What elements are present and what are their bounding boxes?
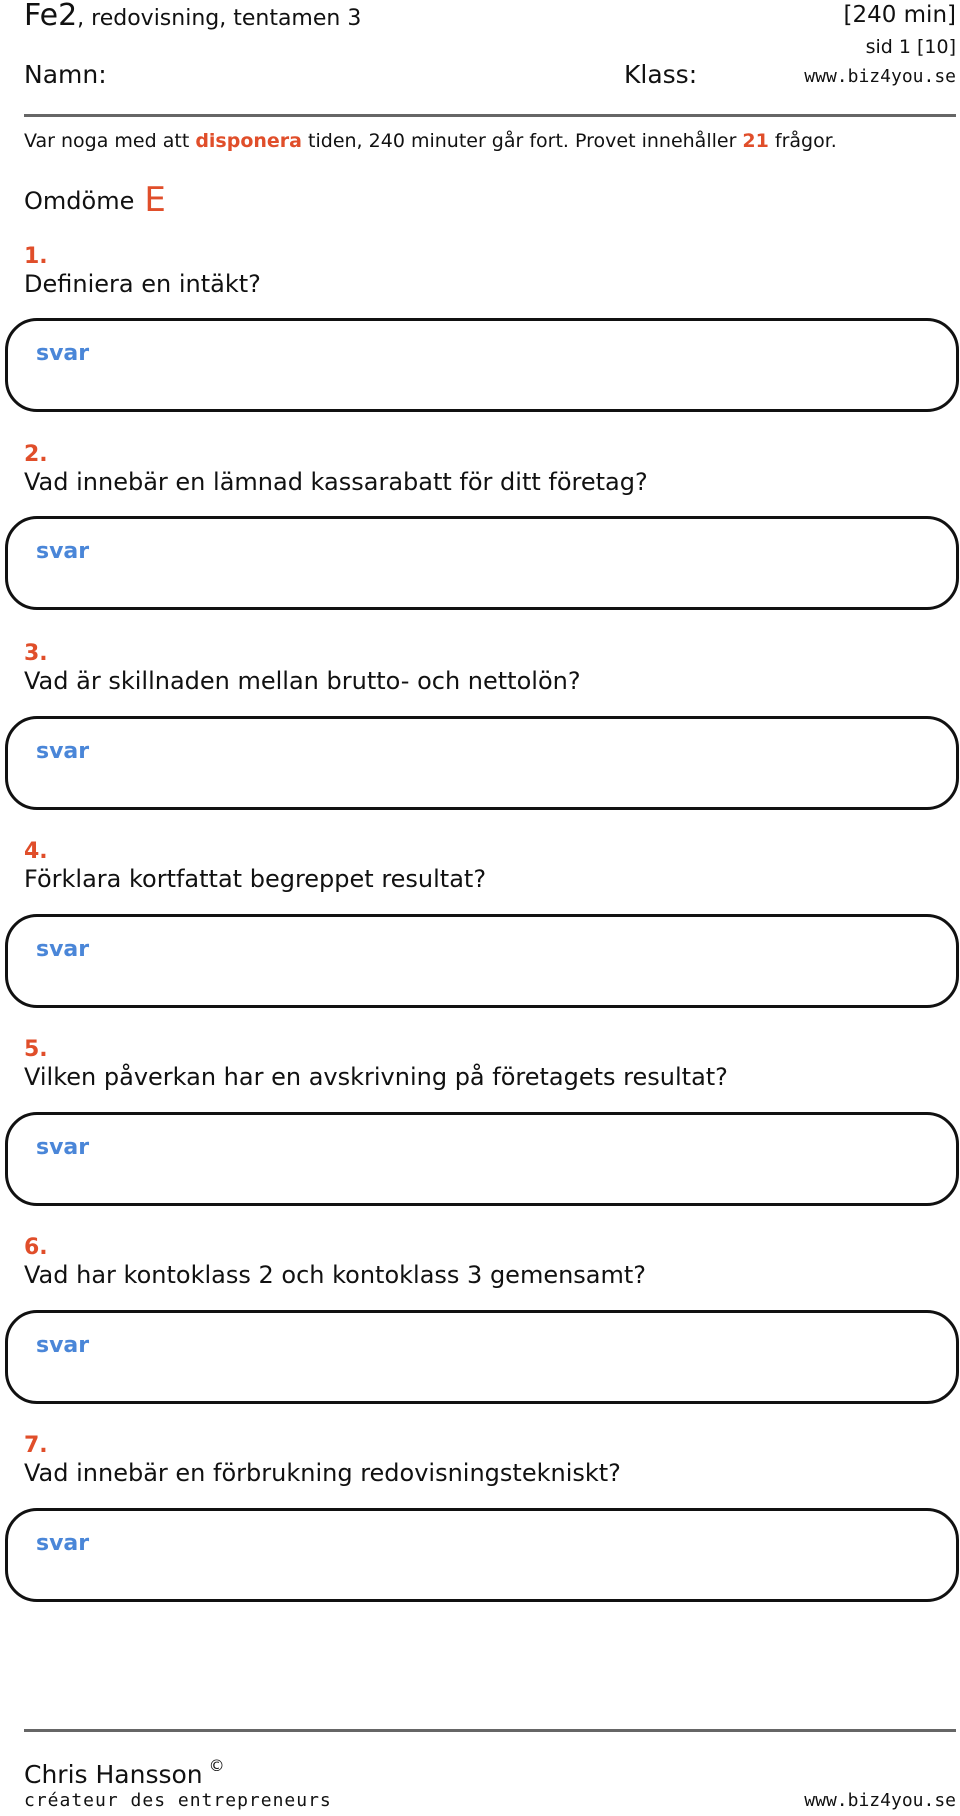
- title-rest: , redovisning, tentamen 3: [77, 6, 362, 31]
- question-3-number: 3.: [24, 641, 48, 666]
- class-label: Klass:: [624, 60, 698, 89]
- duration-label: [240 min]: [843, 2, 956, 28]
- answer-label: svar: [36, 739, 90, 764]
- question-1-number: 1.: [24, 244, 48, 269]
- question-7-number: 7.: [24, 1433, 48, 1458]
- answer-box-5[interactable]: [5, 1112, 959, 1206]
- question-1-text: Definiera en intäkt?: [24, 270, 261, 298]
- question-6-text: Vad har kontoklass 2 och kontoklass 3 gemensamt?: [24, 1261, 647, 1289]
- answer-box-2[interactable]: [5, 516, 959, 610]
- question-4-number: 4.: [24, 839, 48, 864]
- instructions-text-3: frågor.: [768, 130, 837, 152]
- question-5-text: Vilken påverkan har en avskrivning på företagets resultat?: [24, 1063, 728, 1091]
- footer-divider: [24, 1729, 956, 1732]
- copyright-icon: ©: [208, 1756, 225, 1775]
- page-number: sid 1 [10]: [865, 36, 956, 58]
- instructions: [24, 130, 837, 152]
- answer-box-6[interactable]: [5, 1310, 959, 1404]
- header-divider: [24, 114, 956, 117]
- course-code: Fe2: [24, 0, 78, 33]
- name-label: Namn:: [24, 60, 107, 89]
- author-name: Chris Hansson: [24, 1760, 203, 1789]
- answer-box-3[interactable]: [5, 716, 959, 810]
- answer-box-1[interactable]: [5, 318, 959, 412]
- question-4-text: Förklara kortfattat begreppet resultat?: [24, 865, 487, 893]
- question-5-number: 5.: [24, 1037, 48, 1062]
- question-6-number: 6.: [24, 1235, 48, 1260]
- question-2-text: Vad innebär en lämnad kassarabatt för ditt företag?: [24, 468, 648, 496]
- question-2-number: 2.: [24, 442, 48, 467]
- page-title: [24, 0, 361, 33]
- tagline: créateur des entrepreneurs: [24, 1790, 332, 1811]
- website-header: www.biz4you.se: [804, 66, 956, 87]
- website-footer: www.biz4you.se: [804, 1790, 956, 1811]
- grade-label: Omdöme: [24, 187, 135, 215]
- answer-label: svar: [36, 341, 90, 366]
- question-3-text: Vad är skillnaden mellan brutto- och nettolön?: [24, 667, 581, 695]
- grade-row: [24, 178, 166, 218]
- author: [24, 1756, 225, 1789]
- instructions-highlight-dispose: disponera: [195, 130, 302, 152]
- instructions-text-2: tiden, 240 minuter går fort. Provet innehåller: [302, 130, 743, 152]
- answer-label: svar: [36, 1531, 90, 1556]
- question-7-text: Vad innebär en förbrukning redovisningstekniskt?: [24, 1459, 621, 1487]
- instructions-text-1: Var noga med att: [24, 130, 196, 152]
- answer-box-4[interactable]: [5, 914, 959, 1008]
- answer-label: svar: [36, 539, 90, 564]
- grade-value: E: [144, 180, 166, 220]
- instructions-highlight-count: 21: [742, 130, 769, 152]
- answer-label: svar: [36, 1135, 90, 1160]
- answer-label: svar: [36, 937, 90, 962]
- answer-box-7[interactable]: [5, 1508, 959, 1602]
- answer-label: svar: [36, 1333, 90, 1358]
